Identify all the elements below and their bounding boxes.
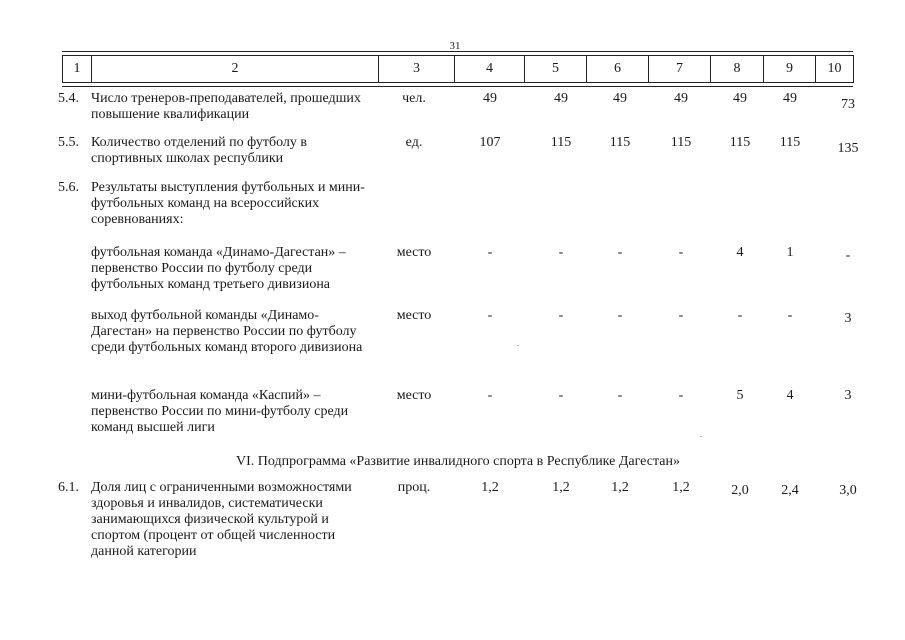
value-cell: - xyxy=(678,245,684,260)
unit-cell: чел. xyxy=(402,91,426,106)
indicator-name: Доля лиц с ограниченными возможностями здоровья и инвалидов, систематически занимающихся физической культурой и спортом (процент от общей численности данной категории xyxy=(91,480,352,559)
value-cell: 49 xyxy=(783,91,797,106)
column-number: 9 xyxy=(764,56,816,83)
indicator-name: мини-футбольная команда «Каспий» – первенство России по мини-футболу среди команд высшей лиги xyxy=(91,388,349,435)
value-cell: 5 xyxy=(736,388,744,403)
column-number: 8 xyxy=(711,56,764,83)
value-cell: 3 xyxy=(844,388,852,403)
value-cell: 1 xyxy=(786,245,794,260)
indicator-name: Результаты выступления футбольных и мини-футбольных команд на всероссийских соревнованиях: xyxy=(91,180,365,227)
value-cell: 115 xyxy=(729,135,751,150)
value-cell: 115 xyxy=(609,135,631,150)
value-cell: - xyxy=(678,308,684,323)
row-number: 6.1. xyxy=(58,480,79,495)
row-number: 5.4. xyxy=(58,91,79,106)
value-cell: 1,2 xyxy=(672,480,690,495)
value-cell: - xyxy=(487,245,493,260)
value-cell: 3 xyxy=(844,311,852,326)
column-number: 4 xyxy=(455,56,525,83)
column-number-header xyxy=(62,55,854,83)
column-number: 5 xyxy=(525,56,587,83)
value-cell: - xyxy=(617,388,623,403)
scan-speck xyxy=(517,345,519,346)
value-cell: - xyxy=(737,308,743,323)
row-number: 5.6. xyxy=(58,180,79,195)
unit-cell: ед. xyxy=(405,135,423,150)
value-cell: 49 xyxy=(483,91,497,106)
value-cell: 1,2 xyxy=(481,480,499,495)
value-cell: - xyxy=(487,388,493,403)
indicator-name: выход футбольной команды «Динамо-Дагестан» на первенство России по футболу среди футбольных команд второго дивизиона xyxy=(91,308,363,355)
unit-cell: место xyxy=(396,388,432,403)
subprogram-title: VI. Подпрограмма «Развитие инвалидного спорта в Республике Дагестан» xyxy=(236,454,680,469)
value-cell: 4 xyxy=(786,388,794,403)
value-cell: 49 xyxy=(613,91,627,106)
value-cell: - xyxy=(617,245,623,260)
column-number: 10 xyxy=(816,56,854,83)
unit-cell: место xyxy=(396,245,432,260)
row-number: 5.5. xyxy=(58,135,79,150)
column-number: 7 xyxy=(649,56,711,83)
header-top-rule xyxy=(62,51,853,52)
value-cell: 4 xyxy=(736,245,744,260)
value-cell: - xyxy=(678,388,684,403)
column-number: 6 xyxy=(587,56,649,83)
value-cell: 73 xyxy=(841,97,855,112)
value-cell: - xyxy=(845,248,851,263)
unit-cell: место xyxy=(396,308,432,323)
indicator-name: Число тренеров-преподавателей, прошедших повышение квалификации xyxy=(91,91,361,122)
value-cell: 107 xyxy=(479,135,501,150)
page-number: 31 xyxy=(449,40,461,52)
value-cell: 49 xyxy=(674,91,688,106)
column-number: 2 xyxy=(92,56,379,83)
value-cell: 115 xyxy=(670,135,692,150)
value-cell: - xyxy=(787,308,793,323)
value-cell: - xyxy=(617,308,623,323)
value-cell: 135 xyxy=(837,141,859,156)
header-bottom-rule xyxy=(62,86,853,87)
value-cell: - xyxy=(487,308,493,323)
value-cell: - xyxy=(558,308,564,323)
value-cell: 49 xyxy=(554,91,568,106)
value-cell: 2,0 xyxy=(731,483,749,498)
indicator-name: футбольная команда «Динамо-Дагестан» – первенство России по футболу среди футбольных команд третьего дивизиона xyxy=(91,245,346,292)
value-cell: 115 xyxy=(550,135,572,150)
value-cell: 1,2 xyxy=(552,480,570,495)
value-cell: 1,2 xyxy=(611,480,629,495)
unit-cell: проц. xyxy=(397,480,431,495)
column-number: 1 xyxy=(63,56,92,83)
value-cell: 2,4 xyxy=(781,483,799,498)
value-cell: - xyxy=(558,388,564,403)
value-cell: 49 xyxy=(733,91,747,106)
column-number: 3 xyxy=(379,56,455,83)
value-cell: 115 xyxy=(779,135,801,150)
scan-speck xyxy=(700,436,702,437)
value-cell: 3,0 xyxy=(839,483,857,498)
value-cell: - xyxy=(558,245,564,260)
indicator-name: Количество отделений по футболу в спортивных школах республики xyxy=(91,135,308,166)
